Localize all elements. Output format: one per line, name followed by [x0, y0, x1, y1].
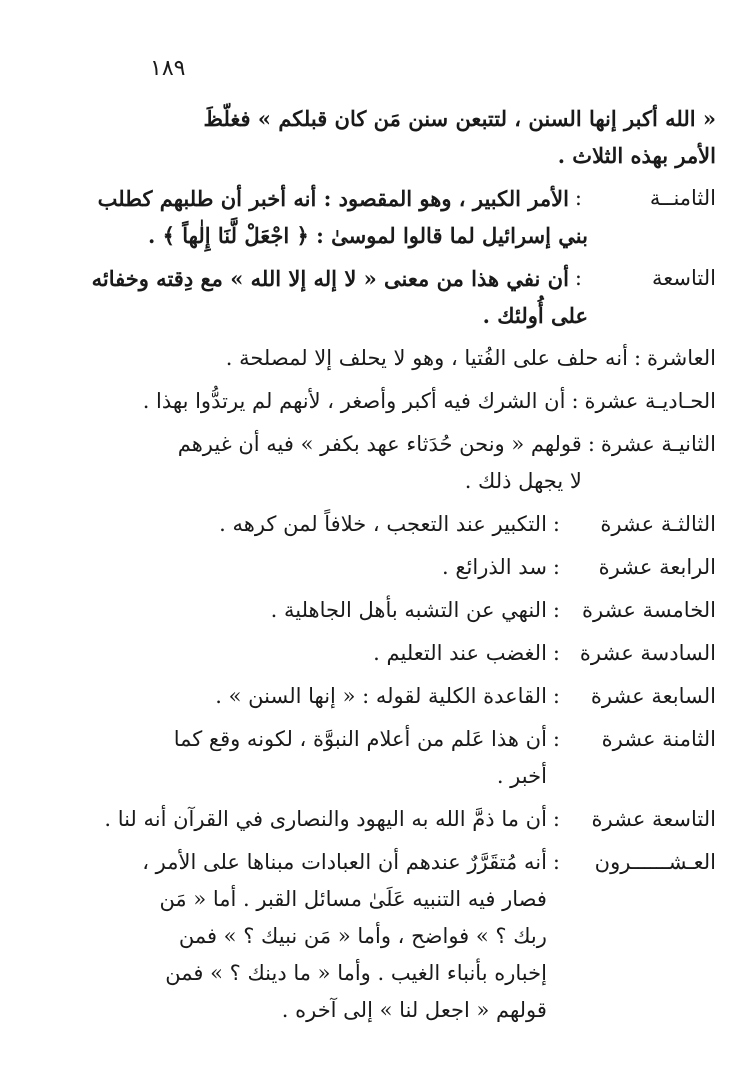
item-body — [96, 180, 569, 217]
list-item-seventeenth — [96, 678, 716, 715]
item-label: السادسة عشرة — [579, 641, 716, 665]
item-label: الحـاديـة عشرة — [584, 389, 716, 413]
item-line: أن الشرك فيه أكبر وأصغر ، لأنهم لم يرتدُّوا بهذا . — [142, 389, 566, 413]
item-line: أن نفي هذا من معنى « لا إله إلا الله » مع دِقته وخفائه — [91, 266, 569, 291]
item-label: الثالثـة عشرة — [600, 512, 716, 536]
item-line: أنه مُتقَرَّرٌ عندهم أن العبادات مبناها على الأمر ، — [142, 850, 547, 874]
item-line: بني إسرائيل لما قالوا لموسىٰ : ﴿ اجْعَلْ لَّنَا إِلٰهاً ﴾ . — [148, 223, 588, 248]
item-label: السابعة عشرة — [590, 684, 716, 708]
item-label: الثامنة عشرة — [601, 727, 716, 751]
item-body — [96, 217, 716, 254]
item-body — [96, 592, 547, 629]
item-label: التاسعة — [652, 266, 716, 290]
intro-line-2: الأمر بهذه الثلاث . — [557, 143, 716, 168]
item-line: على أُولئك . — [482, 303, 588, 328]
list-item-fifteenth — [96, 592, 716, 629]
item-body — [96, 635, 547, 672]
list-item-eighteenth — [96, 721, 716, 795]
item-colon: : — [571, 389, 579, 413]
item-colon: : — [552, 727, 560, 751]
list-item-twelfth — [96, 426, 716, 500]
item-line: أن هذا عَلم من أعلام النبوَّة ، لكونه وقع كما — [173, 727, 547, 751]
item-line: سد الذرائع . — [442, 555, 547, 579]
item-line: الأمر الكبير ، وهو المقصود : أنه أخبر أن طلبهم كطلب — [97, 186, 569, 211]
item-colon: : — [552, 598, 560, 622]
item-label: العـشــــــرون — [594, 850, 716, 874]
item-line: أن ما ذمَّ الله به اليهود والنصارى في القرآن أنه لنا . — [104, 807, 547, 831]
item-body — [96, 678, 547, 715]
item-line: قولهم « ونحن حُدَثاء عهد بكفر » فيه أن غيرهم — [177, 432, 582, 456]
item-body — [96, 844, 547, 1029]
item-body — [96, 340, 628, 377]
list-item-nineteenth — [96, 801, 716, 838]
list-item-continuation — [96, 217, 716, 254]
item-body — [96, 383, 565, 420]
item-label: الرابعة عشرة — [598, 555, 716, 579]
list-item-tenth — [96, 340, 716, 377]
item-colon: : — [574, 186, 582, 210]
item-colon: : — [552, 512, 560, 536]
item-label: العاشرة — [647, 346, 716, 370]
item-line: ربك ؟ » فواضح ، وأما « مَن نبيك ؟ » فمن — [178, 924, 547, 948]
item-line: فصار فيه التنبيه عَلَىٰ مسائل القبر . أما « مَن — [159, 887, 547, 911]
page-body — [91, 100, 716, 1029]
list-item-twentieth — [96, 844, 716, 1029]
list-item-continuation — [96, 297, 716, 334]
list-item-eleventh — [96, 383, 716, 420]
list-item-thirteenth — [96, 506, 716, 543]
list-item-fourteenth — [96, 549, 716, 586]
item-line: القاعدة الكلية لقوله : « إنها السنن » . — [215, 684, 547, 708]
item-line: قولهم « اجعل لنا » إلى آخره . — [281, 998, 547, 1022]
item-body — [92, 260, 569, 297]
list-item-sixteenth — [96, 635, 716, 672]
item-colon: : — [552, 555, 560, 579]
item-body — [96, 297, 716, 334]
item-label: الخامسة عشرة — [582, 598, 716, 622]
item-label: الثامنــة — [649, 186, 716, 210]
list-item-ninth — [91, 260, 716, 297]
item-label: التاسعة عشرة — [591, 807, 716, 831]
intro-paragraph — [96, 100, 716, 174]
item-line: لا يجهل ذلك . — [464, 469, 582, 493]
item-colon: : — [552, 641, 560, 665]
item-colon: : — [574, 266, 582, 290]
item-colon: : — [552, 850, 560, 874]
item-body — [96, 721, 547, 795]
item-line: التكبير عند التعجب ، خلافاً لمن كرهه . — [219, 512, 547, 536]
list-item-eighth — [96, 180, 716, 217]
item-line: أخبر . — [496, 764, 547, 788]
item-body — [96, 801, 547, 838]
page-number: ١٨٩ — [150, 56, 186, 81]
item-colon: : — [552, 684, 560, 708]
item-body — [96, 549, 547, 586]
item-colon: : — [587, 432, 595, 456]
item-line: الغضب عند التعليم . — [373, 641, 547, 665]
item-line: النهي عن التشبه بأهل الجاهلية . — [270, 598, 547, 622]
intro-line-1: « الله أكبر إنها السنن ، لتتبعن سنن مَن كان قبلكم » فغلّظَ — [203, 106, 716, 131]
item-label: الثانيـة عشرة — [600, 432, 716, 456]
item-colon: : — [633, 346, 642, 370]
item-line: أنه حلف على الفُتيا ، وهو لا يحلف إلا لمصلحة . — [225, 346, 628, 370]
item-body — [96, 426, 582, 500]
item-colon: : — [552, 807, 560, 831]
item-line: إخباره بأنباء الغيب . وأما « ما دينك ؟ » فمن — [165, 961, 547, 985]
item-body — [96, 506, 547, 543]
